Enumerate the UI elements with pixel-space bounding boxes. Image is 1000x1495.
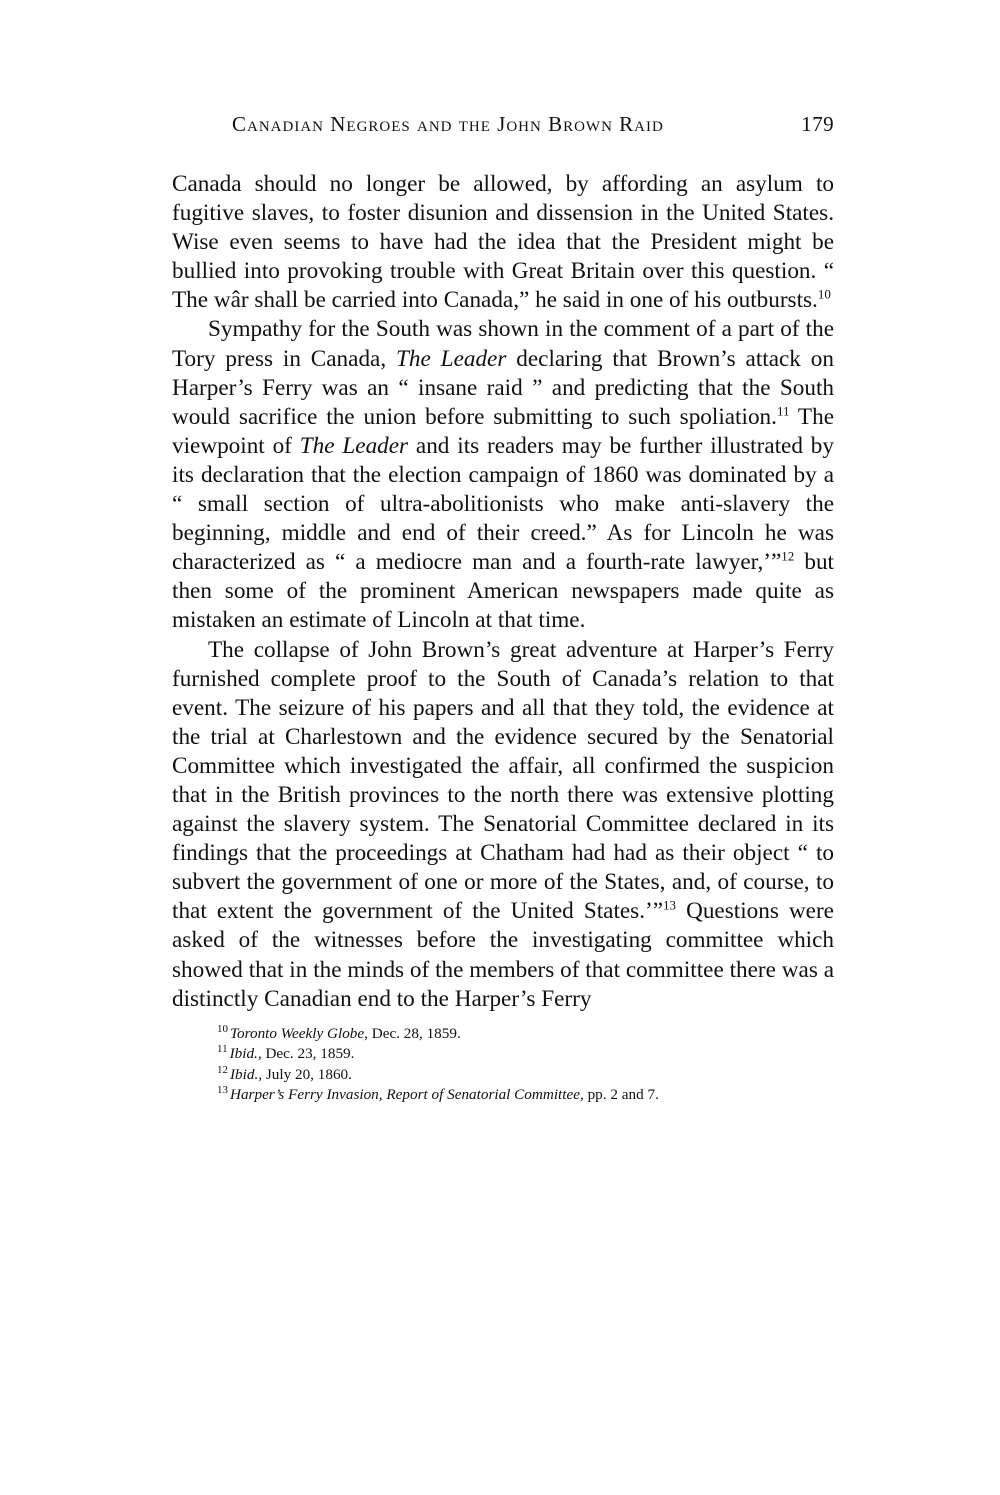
footnote-number: 13 bbox=[217, 1084, 228, 1097]
footnote-ref-13: 13 bbox=[663, 897, 677, 913]
paragraph-1 bbox=[172, 170, 834, 315]
book-page bbox=[172, 112, 834, 1106]
footnote-ref-10: 10 bbox=[817, 286, 831, 302]
publication-title: The Leader bbox=[396, 345, 507, 372]
page-number: 179 bbox=[801, 112, 834, 136]
paragraph-2 bbox=[172, 315, 834, 635]
footnote-detail: July 20, 1860. bbox=[262, 1065, 352, 1083]
footnote-ref-11: 11 bbox=[776, 403, 790, 419]
paragraph-2-text-b: declaring that Brown’s attack on Harper’s Ferry was an “ insane raid ” and predicting that the South would sacrifice the union before submitting to such spoliation. bbox=[172, 345, 834, 430]
footnote-ref-12: 12 bbox=[781, 548, 795, 564]
paragraph-2-text-a: Sympathy for the South was shown in the comment of a part of the Tory press in Canada, bbox=[172, 316, 834, 372]
publication-title: The Leader bbox=[299, 432, 409, 459]
footnote-source: Ibid., bbox=[229, 1045, 262, 1063]
footnote-number: 12 bbox=[217, 1063, 228, 1076]
footnote bbox=[172, 1065, 834, 1086]
footnote-source: Ibid., bbox=[230, 1065, 263, 1083]
footnote-detail: Dec. 23, 1859. bbox=[261, 1045, 355, 1063]
running-header bbox=[172, 112, 834, 148]
footnote-number: 10 bbox=[217, 1022, 228, 1035]
paragraph-2-text-d: and its readers may be further illustrated by its declaration that the election campaign of 1860 was dominated by a “ small section of ultra-abolitionists who make anti-slavery the beginning, middle and end of their creed.” As for Lincoln he was characterized as “ a mediocre man and a fourth-rate lawyer,’” bbox=[172, 432, 834, 576]
paragraph-3 bbox=[172, 636, 834, 1014]
footnote bbox=[172, 1085, 834, 1106]
paragraph-3-text-a: The collapse of John Brown’s great adventure at Harper’s Ferry furnished complete proof to the South of Canada’s relation to that event. The seizure of his papers and all that they told, the evidence at the trial at Charlestown and the evidence secured by the Senatorial Committee which investigated the affair, all confirmed the suspicion that in the British provinces to the north there was extensive plotting against the slavery system. The Senatorial Committee declared in its findings that the proceedings at Chatham had had as their object “ to subvert the government of one or more of the States, and, of course, to that extent the government of the United States.’” bbox=[172, 636, 834, 925]
paragraph-1-text: Canada should no longer be allowed, by affording an asylum to fugitive slaves, to foster disunion and dissension in the United States. Wise even seems to have had the idea that the President might be bullied into provoking trouble with Great Britain over this question. “ The wâr shall be carried into Canada,” he said in one of his outbursts. bbox=[172, 171, 834, 314]
running-title: Canadian Negroes and the John Brown Raid bbox=[232, 112, 664, 136]
footnote-source: Harper’s Ferry Invasion, Report of Senatorial Committee, bbox=[230, 1086, 584, 1104]
footnote-detail: pp. 2 and 7. bbox=[583, 1086, 659, 1104]
footnote bbox=[172, 1024, 834, 1045]
footnote bbox=[172, 1044, 834, 1065]
paragraph-3-text-b: Questions were asked of the witnesses before the investigating committee which showed that in the minds of the members of that committee there was a distinctly Canadian end to the Harper’s Ferry bbox=[172, 898, 834, 1012]
paragraph-2-text-c: The viewpoint of bbox=[172, 403, 834, 459]
body-text bbox=[172, 170, 834, 1014]
footnote-detail: Dec. 28, 1859. bbox=[367, 1024, 461, 1042]
footnotes bbox=[172, 1024, 834, 1106]
footnote-source: Toronto Weekly Globe, bbox=[230, 1024, 368, 1042]
footnote-number: 11 bbox=[217, 1043, 228, 1056]
paragraph-2-text-e: but then some of the prominent American newspapers made quite as mistaken an estimate of Lincoln at that time. bbox=[172, 549, 834, 634]
